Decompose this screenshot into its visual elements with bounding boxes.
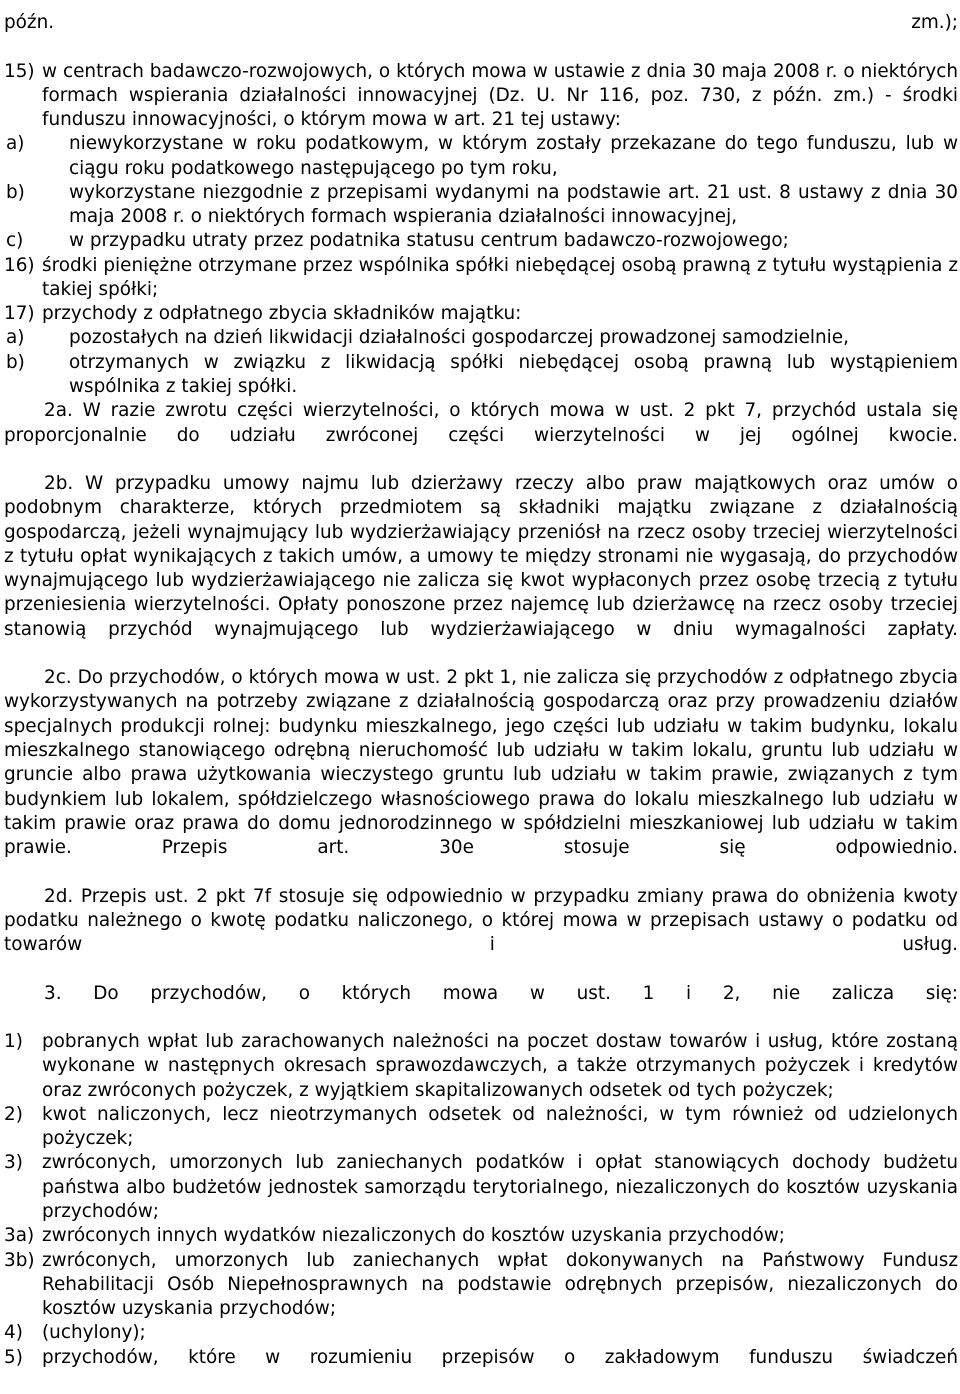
- item-number: 16): [4, 254, 35, 276]
- paragraph-3: 3. Do przychodów, o których mowa w ust. 1 i 2, nie zalicza się:: [44, 982, 958, 1004]
- sub-item-15a: [4, 132, 958, 181]
- sub-item-15c: [4, 229, 958, 253]
- continuation-text: późn. zm.);: [4, 12, 958, 33]
- list-item-3a: [4, 1224, 958, 1248]
- item-text: środki pieniężne otrzymane przez wspólnika spółki niebędącej osobą prawną z tytułu wystąpienia z takiej spółki;: [42, 254, 958, 300]
- sub-item-15b: [4, 181, 958, 230]
- item-text: kwot naliczonych, lecz nieotrzymanych odsetek od należności, w tym również od udzielonych pożyczek;: [42, 1103, 958, 1150]
- item-text: pobranych wpłat lub zarachowanych należności na poczet dostaw towarów i usług, które zostaną wykonane w następnych okresach sprawozdawczych, a także otrzymanych pożyczek i kredytów oraz zwróconych pożyczek, z wyjątkiem skapitalizowanych odsetek od tych pożyczek;: [42, 1031, 958, 1101]
- item-text: przychodów, które w rozumieniu przepisów o zakładowym funduszu świadczeń: [42, 1346, 958, 1368]
- item-number: 3a): [4, 1225, 35, 1247]
- item-text: zwróconych, umorzonych lub zaniechanych wpłat dokonywanych na Państwowy Fundusz Rehabilitacji Osób Niepełnosprawnych na podstawie odrębnych przepisów, niezaliczonych do kosztów uzyskania przychodów;: [42, 1249, 958, 1320]
- item-letter: a): [6, 133, 25, 155]
- item-letter: a): [6, 327, 25, 349]
- sub-item-17b: [4, 351, 958, 400]
- list-item-17: [4, 302, 958, 326]
- list-item-5: [4, 1346, 958, 1394]
- paragraph-2c: 2c. Do przychodów, o których mowa w ust. 2 pkt 1, nie zalicza się przychodów z odpłatnego zbycia wykorzystywanych na potrzeby związane z działalnością gospodarczą oraz przy prowadzeniu działów specjalnych produkcji rolnej: budynku mieszkalnego, jego części lub udziału w takim budynku, lokalu mieszkalnego stanowiącego odrębną nieruchomość lub udziału w takim lokalu, gruntu lub udziału w gruncie albo prawa użytkowania wieczystego gruntu lub udziału w takim prawie, związanych z tym budynkiem lub lokalem, spółdzielczego własnościowego prawa do lokalu mieszkalnego lub udziału w takim prawie oraz prawa do domu jednorodzinnego w spółdzielni mieszkaniowej lub udziału w takim prawie. Przepis art. 30e stosuje się odpowiednio.: [4, 667, 958, 859]
- item-letter: c): [6, 230, 24, 252]
- item-letter: b): [6, 181, 25, 203]
- item-number: 1): [4, 1031, 23, 1053]
- item-number: 3): [4, 1152, 23, 1174]
- item-text: niewykorzystane w roku podatkowym, w którym zostały przekazane do tego funduszu, lub w ciągu roku podatkowego następującego po tym roku,: [69, 133, 958, 179]
- item-text: w przypadku utraty przez podatnika statusu centrum badawczo-rozwojowego;: [69, 230, 789, 252]
- item-number: 17): [4, 303, 35, 325]
- item-text: wykorzystane niezgodnie z przepisami wydanymi na podstawie art. 21 ust. 8 ustawy z dnia 30 maja 2008 r. o niektórych formach wspierania działalności innowacyjnej,: [69, 181, 958, 228]
- list-item-3b: [4, 1249, 958, 1322]
- list-item-1: [4, 1030, 958, 1103]
- list-item-4: [4, 1321, 958, 1345]
- item-number: 2): [4, 1103, 23, 1125]
- item-text: przychody z odpłatnego zbycia składników majątku:: [42, 303, 522, 325]
- item-text: w centrach badawczo-rozwojowych, o których mowa w ustawie z dnia 30 maja 2008 r. o niektórych formach wspierania działalności innowacyjnej (Dz. U. Nr 116, poz. 730, z późn. zm.) - środki funduszu innowacyjności, o którym mowa w art. 21 tej ustawy:: [42, 60, 958, 131]
- item-number: 3b): [4, 1249, 35, 1271]
- list-item-15: [4, 60, 958, 133]
- list-item-16: [4, 254, 958, 303]
- item-text: zwróconych, umorzonych lub zaniechanych podatków i opłat stanowiących dochody budżetu państwa albo budżetów jednostek samorządu terytorialnego, niezaliczonych do kosztów uzyskania przychodów;: [42, 1152, 958, 1223]
- item-number: 15): [4, 60, 35, 82]
- paragraph-2a: 2a. W razie zwrotu części wierzytelności, o których mowa w ust. 2 pkt 7, przychód ustala się proporcjonalnie do udziału zwróconej części wierzytelności w jej ogólnej kwocie.: [4, 400, 958, 446]
- item-number: 4): [4, 1322, 23, 1344]
- paragraph-2b: 2b. W przypadku umowy najmu lub dzierżawy rzeczy albo praw majątkowych oraz umów o podobnym charakterze, których przedmiotem są składniki majątku związane z działalnością gospodarczą, jeżeli wynajmujący lub wydzierżawiający przeniósł na rzecz osoby trzeciej wierzytelności z tytułu opłat wynikających z takich umów, a umowy te między stronami nie wygasają, do przychodów wynajmującego lub wydzierżawiającego nie zalicza się kwot wypłaconych przez osobę trzecią z tytułu przeniesienia wierzytelności. Opłaty ponoszone przez najemcę lub dzierżawcę na rzecz osoby trzeciej stanowią przychód wynajmującego lub wydzierżawiającego w dniu wymagalności zapłaty.: [4, 473, 958, 640]
- item-text: pozostałych na dzień likwidacji działalności gospodarczej prowadzonej samodzielnie,: [69, 327, 849, 349]
- item-text: (uchylony);: [42, 1322, 146, 1344]
- list-item-3: [4, 1151, 958, 1224]
- item-letter: b): [6, 351, 25, 373]
- sub-item-17a: [4, 326, 958, 350]
- item-text: zwróconych innych wydatków niezaliczonych do kosztów uzyskania przychodów;: [42, 1225, 785, 1247]
- item-text: otrzymanych w związku z likwidacją spółki niebędącej osobą prawną lub wystąpieniem wspólnika z takiej spółki.: [69, 351, 958, 397]
- document-page: [4, 11, 958, 1394]
- list-item-2: [4, 1103, 958, 1152]
- paragraph-2d: 2d. Przepis ust. 2 pkt 7f stosuje się odpowiednio w przypadku zmiany prawa do obniżenia kwoty podatku należnego o kwotę podatku naliczonego, o której mowa w przepisach ustawy o podatku od towarów i usług.: [4, 885, 958, 956]
- item-number: 5): [4, 1346, 23, 1368]
